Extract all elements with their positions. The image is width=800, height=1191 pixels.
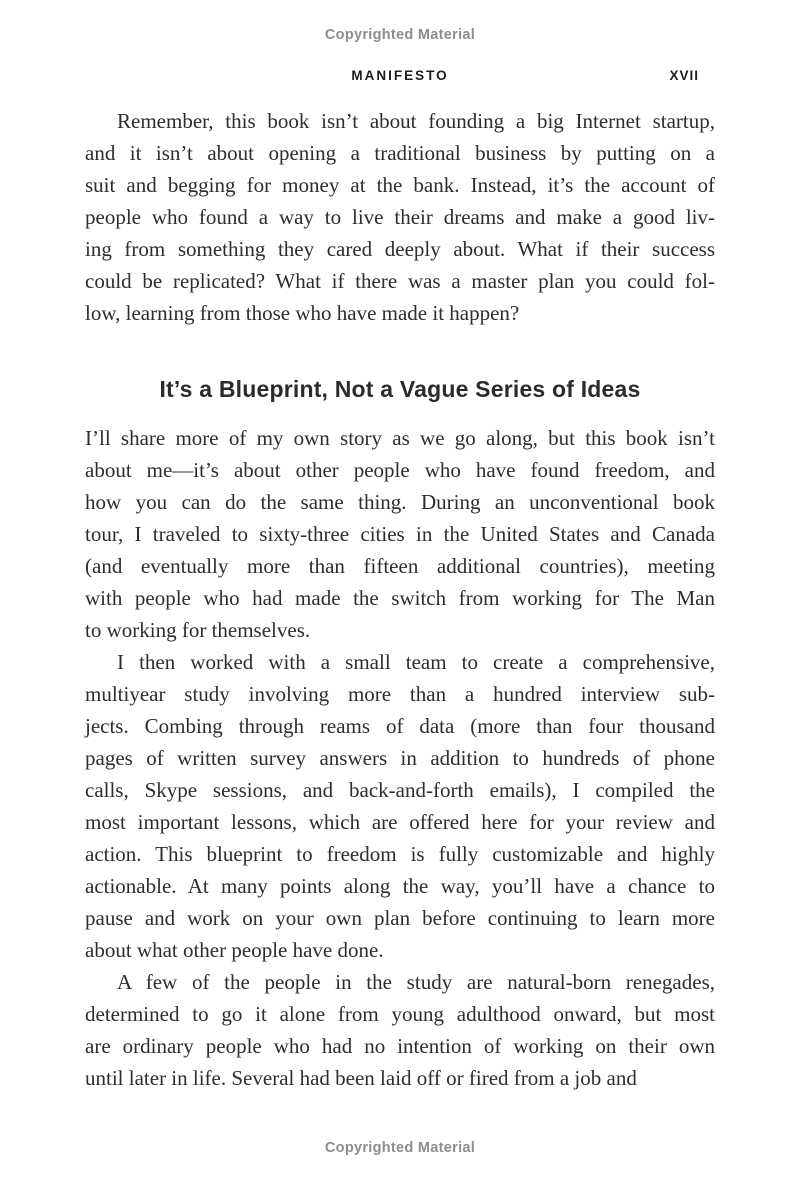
section-heading: It’s a Blueprint, Not a Vague Series of Ideas bbox=[159, 376, 641, 402]
paragraph bbox=[85, 966, 715, 1094]
copyright-notice-top: Copyrighted Material bbox=[324, 27, 476, 43]
paragraph bbox=[85, 646, 715, 966]
text-line: and it isn’t about opening a traditional business by putting on a bbox=[85, 141, 715, 165]
text-line: (and eventually more than fifteen additional countries), meeting bbox=[85, 554, 715, 578]
text-line: tour, I traveled to sixty-three cities in the United States and Canada bbox=[85, 522, 715, 546]
text-line: could be replicated? What if there was a master plan you could fol- bbox=[85, 269, 715, 293]
text-line: with people who had made the switch from working for The Man bbox=[85, 586, 715, 610]
text-line: low, learning from those who have made it happen? bbox=[85, 301, 520, 325]
text-line: calls, Skype sessions, and back-and-forth emails), I compiled the bbox=[85, 778, 715, 802]
text-line: are ordinary people who had no intention of working on their own bbox=[85, 1034, 715, 1058]
text-line: how you can do the same thing. During an unconventional book bbox=[85, 490, 715, 514]
text-line: I then worked with a small team to create a comprehensive, bbox=[117, 650, 715, 674]
paragraph bbox=[85, 422, 715, 646]
text-line: people who found a way to live their dreams and make a good liv- bbox=[85, 205, 715, 229]
body-text bbox=[85, 105, 715, 1094]
text-line: action. This blueprint to freedom is fully customizable and highly bbox=[85, 842, 715, 866]
paragraph-container-rest bbox=[85, 422, 715, 1094]
text-line: multiyear study involving more than a hundred interview sub- bbox=[85, 682, 715, 706]
text-line: jects. Combing through reams of data (more than four thousand bbox=[85, 714, 715, 738]
text-line: to working for themselves. bbox=[85, 618, 311, 642]
text-line: determined to go it alone from young adulthood onward, but most bbox=[85, 1002, 715, 1026]
text-line: Remember, this book isn’t about founding a big Internet startup, bbox=[117, 109, 715, 133]
text-line: most important lessons, which are offered here for your review and bbox=[85, 810, 715, 834]
paragraph bbox=[85, 105, 715, 329]
running-header bbox=[85, 68, 715, 86]
text-line: actionable. At many points along the way, you’ll have a chance to bbox=[85, 874, 715, 898]
copyright-notice-bottom: Copyrighted Material bbox=[324, 1140, 476, 1156]
text-line: suit and begging for money at the bank. Instead, it’s the account of bbox=[85, 173, 715, 197]
text-line: pause and work on your own plan before continuing to learn more bbox=[85, 906, 715, 930]
text-line: until later in life. Several had been laid off or fired from a job and bbox=[85, 1066, 637, 1090]
text-line: pages of written survey answers in addition to hundreds of phone bbox=[85, 746, 715, 770]
chapter-title: MANIFESTO bbox=[351, 68, 449, 83]
text-line: ing from something they cared deeply about. What if their success bbox=[85, 237, 715, 261]
paragraph-container-first bbox=[85, 105, 715, 329]
text-line: about me—it’s about other people who have found freedom, and bbox=[85, 458, 715, 482]
text-line: A few of the people in the study are natural-born renegades, bbox=[117, 970, 715, 994]
text-line: about what other people have done. bbox=[85, 938, 384, 962]
text-line: I’ll share more of my own story as we go along, but this book isn’t bbox=[85, 426, 715, 450]
page-number: XVII bbox=[669, 68, 699, 83]
